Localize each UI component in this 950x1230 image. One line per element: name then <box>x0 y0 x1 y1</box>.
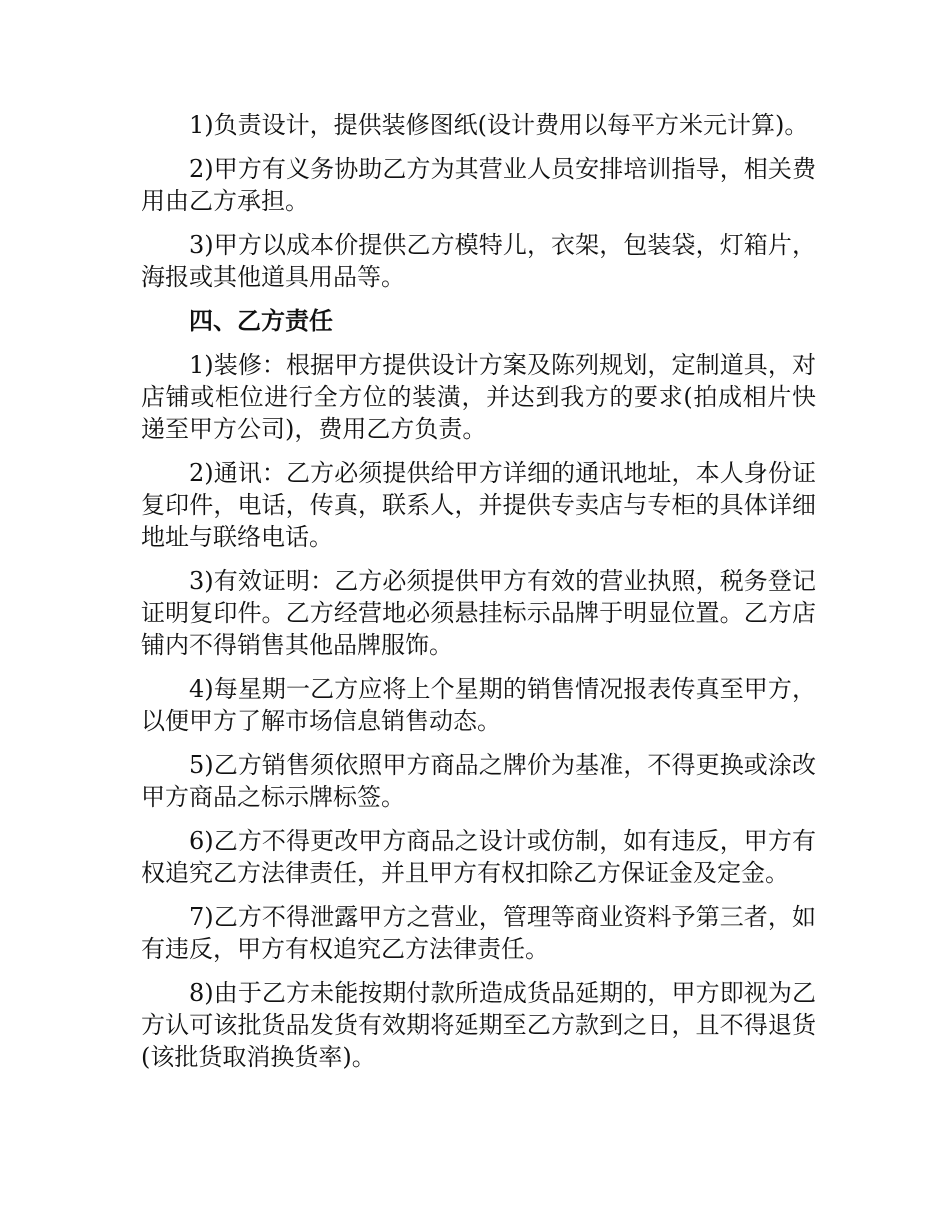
section4-item-3: 3)有效证明：乙方必须提供甲方有效的营业执照，税务登记证明复印件。乙方经营地必须悬挂标示品牌于明显位置。乙方店铺内不得销售其他品牌服饰。 <box>141 567 816 659</box>
section3-item-2: 2)甲方有义务协助乙方为其营业人员安排培训指导，相关费用由乙方承担。 <box>141 155 816 215</box>
section4-item-4: 4)每星期一乙方应将上个星期的销售情况报表传真至甲方，以便甲方了解市场信息销售动态。 <box>141 675 816 735</box>
section4-item-7: 7)乙方不得泄露甲方之营业，管理等商业资料予第三者，如有违反，甲方有权追究乙方法律责任。 <box>141 903 816 963</box>
section4-item-6: 6)乙方不得更改甲方商品之设计或仿制，如有违反，甲方有权追究乙方法律责任，并且甲方有权扣除乙方保证金及定金。 <box>141 827 816 887</box>
section4-item-5: 5)乙方销售须依照甲方商品之牌价为基准，不得更换或涂改甲方商品之标示牌标签。 <box>141 751 816 811</box>
section3-item-3: 3)甲方以成本价提供乙方模特儿，衣架，包装袋，灯箱片，海报或其他道具用品等。 <box>141 231 816 291</box>
section4-heading: 四、乙方责任 <box>189 306 333 335</box>
section4-item-1: 1)装修：根据甲方提供设计方案及陈列规划，定制道具，对店铺或柜位进行全方位的装潢，并达到我方的要求(拍成相片快递至甲方公司)，费用乙方负责。 <box>141 351 816 443</box>
section4-item-8: 8)由于乙方未能按期付款所造成货品延期的，甲方即视为乙方认可该批货品发货有效期将延期至乙方款到之日，且不得退货(该批货取消换货率)。 <box>141 979 816 1071</box>
section4-item-2: 2)通讯：乙方必须提供给甲方详细的通讯地址，本人身份证复印件，电话，传真，联系人，并提供专卖店与专柜的具体详细地址与联络电话。 <box>141 459 816 551</box>
section3-item-1: 1)负责设计，提供装修图纸(设计费用以每平方米元计算)。 <box>189 111 809 139</box>
document-body <box>141 109 816 1085</box>
